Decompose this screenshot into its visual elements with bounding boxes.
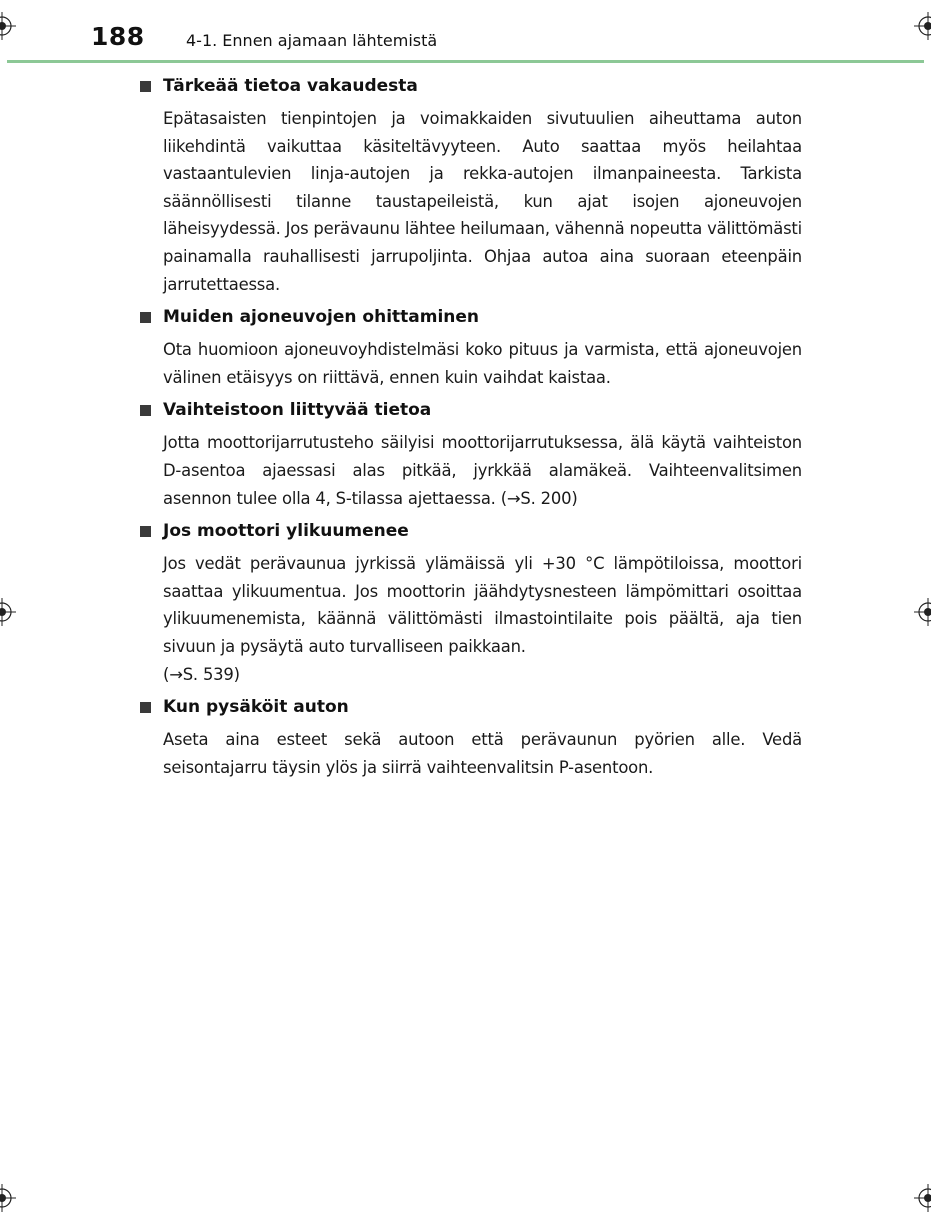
section-heading-text: Vaihteistoon liittyvää tietoa — [163, 400, 432, 421]
section-body: Ota huomioon ajoneuvoyhdistelmäsi koko pituus ja varmista, että ajoneuvojen välinen etäisyys on riittävä, ennen kuin vaihdat kaistaa. — [163, 340, 802, 387]
square-bullet-icon — [140, 526, 151, 537]
page-number: 188 — [91, 22, 145, 51]
registration-mark-middle-left — [0, 598, 16, 626]
section-body: Jotta moottorijarrutusteho säilyisi moottorijarrutuksessa, älä käytä vaihteiston D-asentoa ajaessasi alas pitkää, jyrkkää alamäkeä. Vaihteenvalitsimen asennon tulee olla 4, S-tilassa ajettaessa. (→S. 200) — [163, 433, 802, 508]
section-heading — [138, 303, 802, 331]
section-heading — [138, 693, 802, 721]
section-body: Aseta aina esteet sekä autoon että perävaunun pyörien alle. Vedä seisontajarru täysin ylös ja siirrä vaihteenvalitsin P-asentoon. — [163, 730, 802, 777]
page-header — [0, 0, 931, 64]
registration-mark-bottom-left — [0, 1184, 16, 1212]
section-body-text: Jos vedät perävaunua jyrkissä ylämäissä yli +30 °C lämpötiloissa, moottori saattaa ylikuumentua. Jos moottorin jäähdytysnesteen lämpömittari osoittaa ylikuumenemista, käännä välittömästi ilmastointilaite pois päältä, aja tien sivuun ja pysäytä auto turvalliseen paikkaan. — [163, 554, 802, 656]
section-body — [163, 550, 802, 688]
page-content — [138, 72, 802, 786]
page-reference: (→S. 539) — [163, 664, 240, 684]
registration-mark-middle-right — [914, 598, 931, 626]
section-parking — [138, 693, 802, 781]
section-heading-text: Muiden ajoneuvojen ohittaminen — [163, 307, 480, 328]
section-transmission — [138, 396, 802, 512]
square-bullet-icon — [140, 405, 151, 416]
section-overheating — [138, 517, 802, 688]
header-rule — [7, 60, 924, 63]
section-heading — [138, 517, 802, 545]
chapter-title: 4-1. Ennen ajamaan lähtemistä — [186, 31, 438, 50]
section-body: Epätasaisten tienpintojen ja voimakkaiden sivutuulien aiheuttama auton liikehdintä vaikuttaa käsiteltävyyteen. Auto saattaa myös heilahtaa vastaantulevien linja-autojen ja rekka-autojen ilmanpaineesta. Tarkista säännöllisesti tilanne taustapeileistä, kun ajat isojen ajoneuvojen läheisyydessä. Jos perävaunu lähtee heilumaan, vähennä nopeutta välittömästi painamalla rauhallisesti jarrupoljinta. Ohjaa autoa aina suoraan eteenpäin jarrutettaessa. — [163, 109, 802, 294]
section-stability — [138, 72, 802, 298]
section-overtaking — [138, 303, 802, 391]
square-bullet-icon — [140, 312, 151, 323]
section-heading — [138, 72, 802, 100]
section-heading — [138, 396, 802, 424]
section-heading-text: Tärkeää tietoa vakaudesta — [163, 76, 418, 96]
section-heading-text: Kun pysäköit auton — [163, 697, 349, 718]
registration-mark-bottom-right — [914, 1184, 931, 1212]
section-heading-text: Jos moottori ylikuumenee — [163, 521, 409, 542]
square-bullet-icon — [140, 81, 151, 92]
square-bullet-icon — [140, 702, 151, 713]
